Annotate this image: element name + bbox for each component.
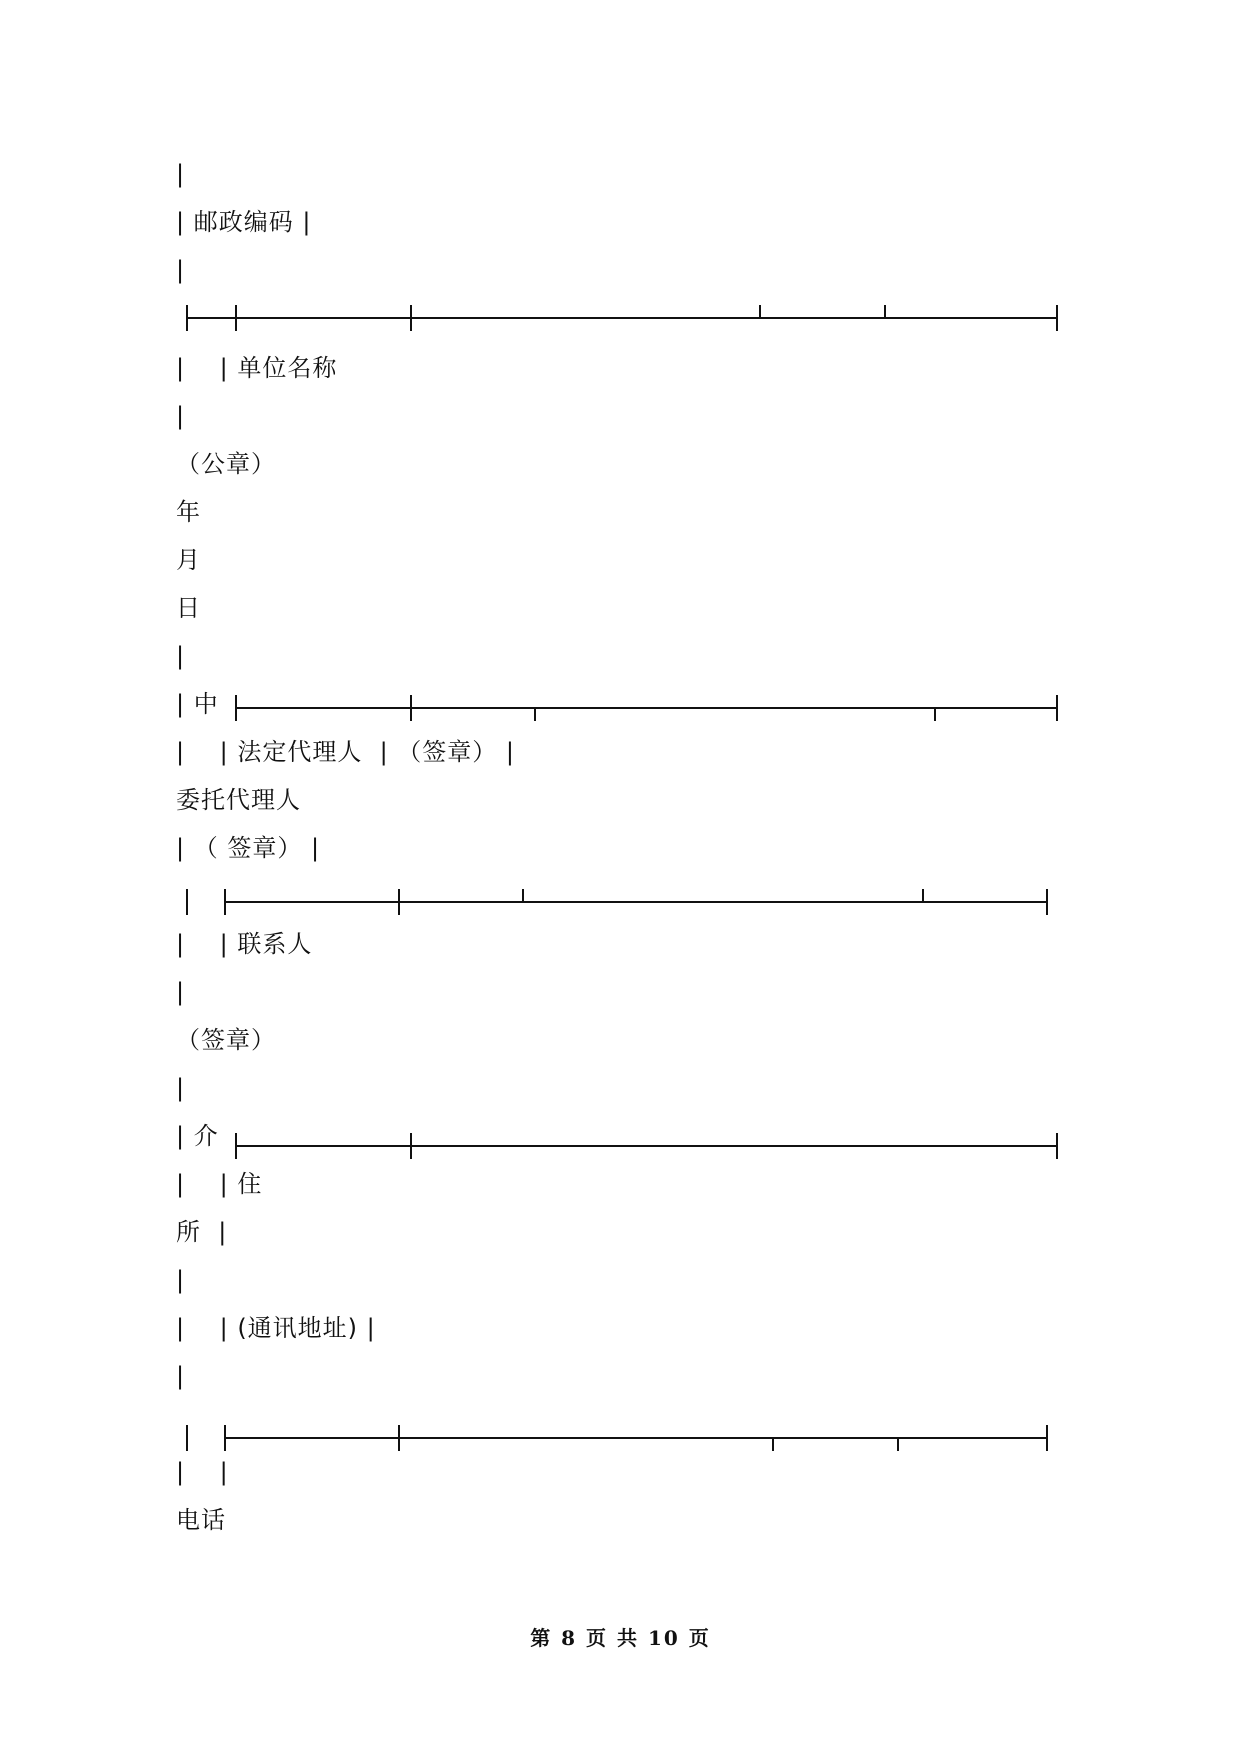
text-line: |	[176, 1074, 186, 1102]
table-border-line	[236, 1133, 1057, 1159]
table-border-line	[187, 889, 1047, 915]
text-line: |	[176, 402, 186, 430]
table-border-line	[187, 305, 1057, 331]
text-line-contact-person: | | 联系人	[176, 930, 313, 958]
text-line-entrusted-agent: 委托代理人	[176, 786, 301, 814]
text-line-residence: | | 住	[176, 1170, 263, 1198]
text-line: |	[176, 256, 186, 284]
table-border-line	[236, 695, 1057, 721]
text-line: |	[176, 978, 186, 1006]
text-line-official-seal: （公章）	[176, 450, 276, 478]
text-line-day: 日	[176, 594, 201, 622]
text-line-mailing-address: | | (通讯地址) |	[176, 1314, 376, 1342]
text-line-unit-name: | | 单位名称	[176, 354, 338, 382]
text-line-jie: | 介	[176, 1122, 219, 1150]
text-line-telephone: 电话	[176, 1506, 226, 1534]
text-line-signature: （签章）	[176, 1026, 276, 1054]
text-line: | |	[176, 1458, 229, 1486]
page-number-footer: 第 8 页 共 10 页	[530, 1626, 711, 1650]
text-line-postal-code: | 邮政编码 |	[176, 208, 312, 236]
text-line: |	[176, 1362, 186, 1390]
table-border-line	[187, 1425, 1047, 1451]
text-line-zhong: | 中	[176, 690, 219, 718]
text-line-legal-representative: | | 法定代理人 | （签章） |	[176, 738, 516, 766]
text-line-signature: | （ 签章） |	[176, 834, 321, 862]
text-line: |	[176, 642, 186, 670]
text-line-year: 年	[176, 498, 201, 526]
text-line-suo: 所 |	[176, 1218, 228, 1246]
text-line: |	[176, 1266, 186, 1294]
text-line-month: 月	[176, 546, 201, 574]
text-line: |	[176, 160, 186, 188]
